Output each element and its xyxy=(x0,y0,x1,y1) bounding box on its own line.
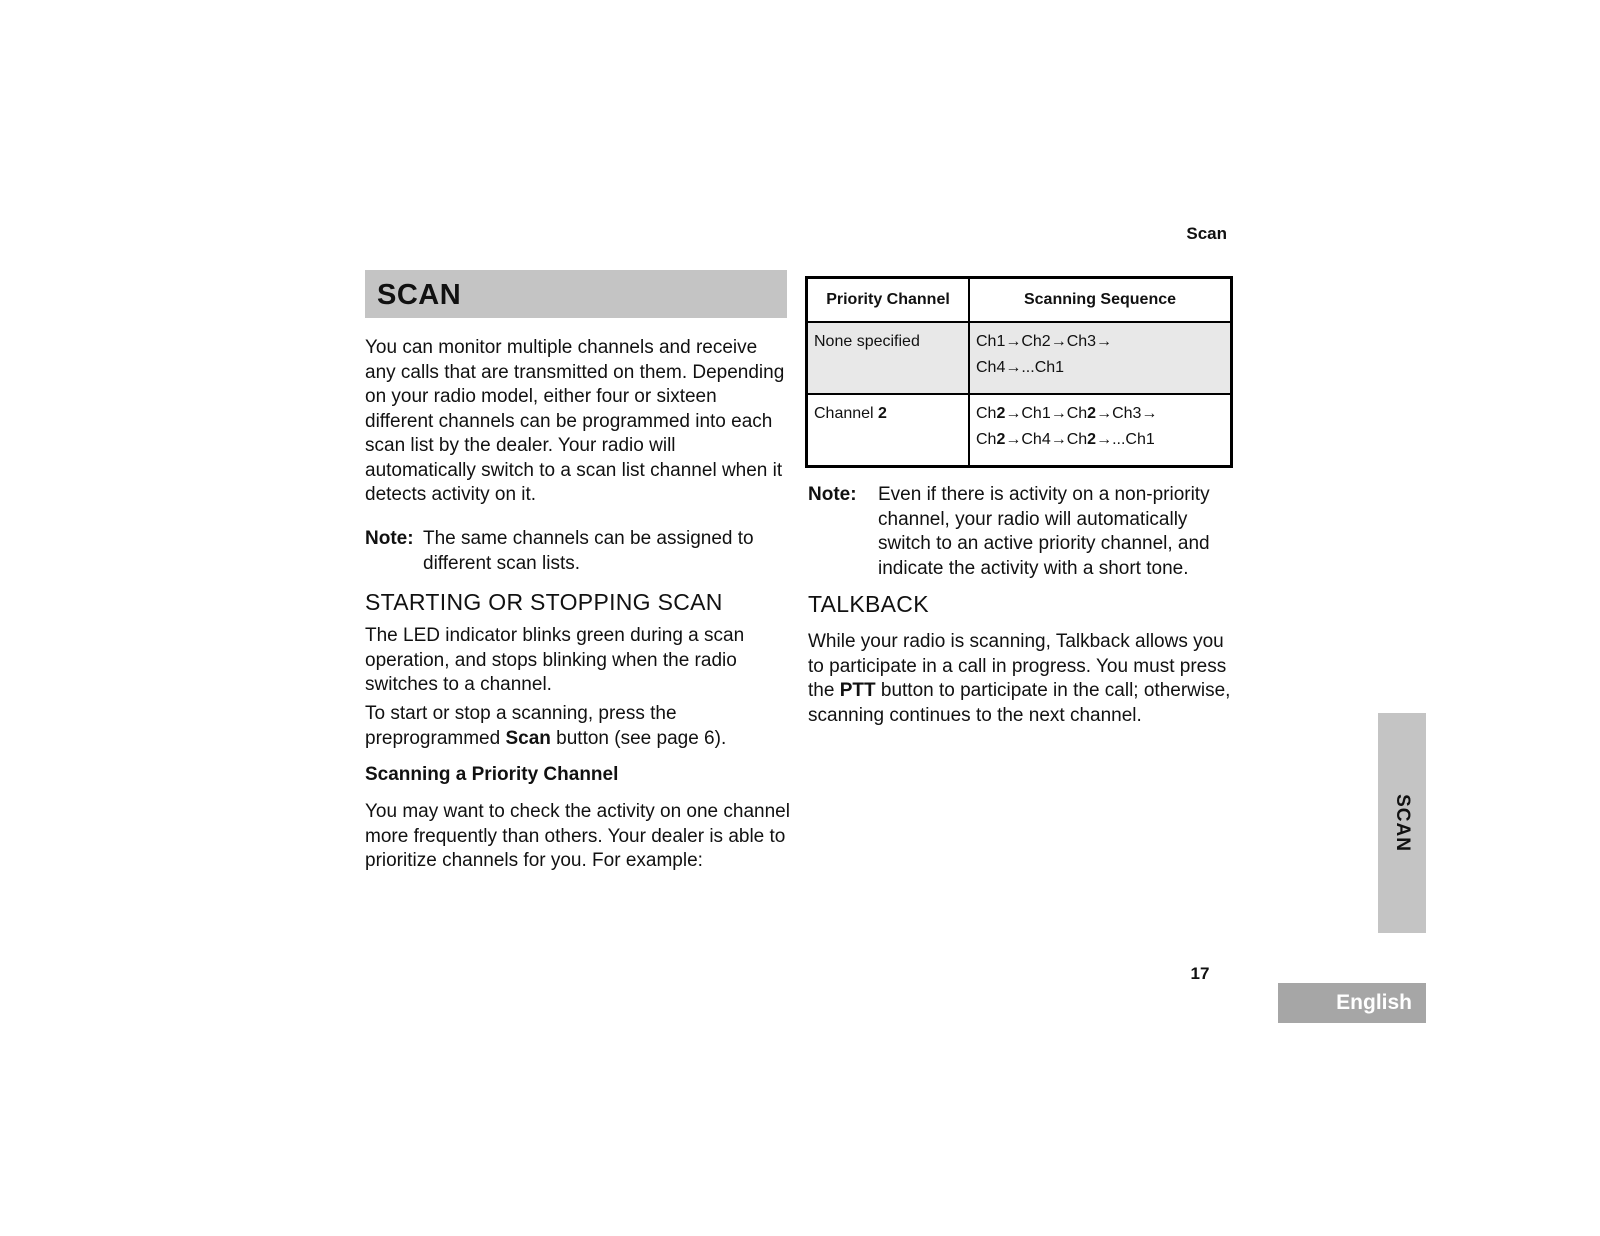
talkback-section xyxy=(808,590,1238,618)
language-tab xyxy=(1278,983,1426,1023)
intro-text: You can monitor multiple channels and receive any calls that are transmitted on them. Depending on your radio model, either four or sixteen different channels can be programmed into each scan list by the dealer. Your radio will automatically switch to a scan list channel when it detects activity on it. xyxy=(365,337,785,505)
table-header-row xyxy=(807,278,1232,323)
section-title: SCAN xyxy=(377,279,462,311)
cell-sequence: Ch1→Ch2→Ch3→ Ch4→...Ch1 xyxy=(969,322,1232,394)
led-text: The LED indicator blinks green during a scan operation, and stops blinking when the radio switches to a channel. xyxy=(365,625,745,695)
priority-text: You may want to check the activity on one channel more frequently than others. Your dealer is able to prioritize channels for you. For example: xyxy=(365,801,790,871)
talkback-heading: TALKBACK xyxy=(808,591,929,617)
note-label: Note: xyxy=(365,528,414,549)
priority-table xyxy=(805,276,1233,468)
note-priority xyxy=(808,483,1238,581)
note-scan-lists xyxy=(365,527,790,576)
start-stop-paragraph xyxy=(365,702,790,751)
running-header: Scan xyxy=(1186,224,1227,243)
talkback-paragraph xyxy=(808,630,1238,728)
section-side-tab xyxy=(1378,713,1426,933)
scan-button-ref: Scan xyxy=(505,727,551,749)
talkback-text: While your radio is scanning, Talkback allows you to participate in a call in progress. You must press the PTT button to participate in the call; otherwise, scanning continues to the next channel. xyxy=(808,631,1231,726)
cell-sequence: Ch2→Ch1→Ch2→Ch3→ Ch2→Ch4→Ch2→...Ch1 xyxy=(969,394,1232,467)
cell-priority: Channel 2 xyxy=(807,394,970,467)
section-title-bar xyxy=(365,270,787,318)
table-row xyxy=(807,394,1232,467)
page-number: 17 xyxy=(1190,964,1210,983)
ptt-button-ref: PTT xyxy=(839,680,876,701)
led-paragraph xyxy=(365,624,790,698)
cell-priority: None specified xyxy=(807,322,970,394)
side-tab-label: SCAN xyxy=(1392,794,1413,852)
priority-subheading: Scanning a Priority Channel xyxy=(365,764,619,785)
header-priority-channel: Priority Channel xyxy=(807,278,970,323)
starting-section xyxy=(365,588,790,616)
priority-paragraph xyxy=(365,800,790,874)
intro-paragraph xyxy=(365,336,790,508)
start-stop-text: To start or stop a scanning, press the preprogrammed Scan button (see page 6). xyxy=(365,703,727,749)
note-text: The same channels can be assigned to different scan lists. xyxy=(423,528,754,574)
header-scanning-sequence: Scanning Sequence xyxy=(969,278,1232,323)
language-label: English xyxy=(1336,991,1412,1014)
starting-heading: STARTING OR STOPPING SCAN xyxy=(365,589,723,615)
table-row xyxy=(807,322,1232,394)
note-text: Even if there is activity on a non-priority channel, your radio will automatically switch to an active priority channel, and indicate the activity with a short tone. xyxy=(878,484,1210,579)
note-label: Note: xyxy=(808,484,857,505)
